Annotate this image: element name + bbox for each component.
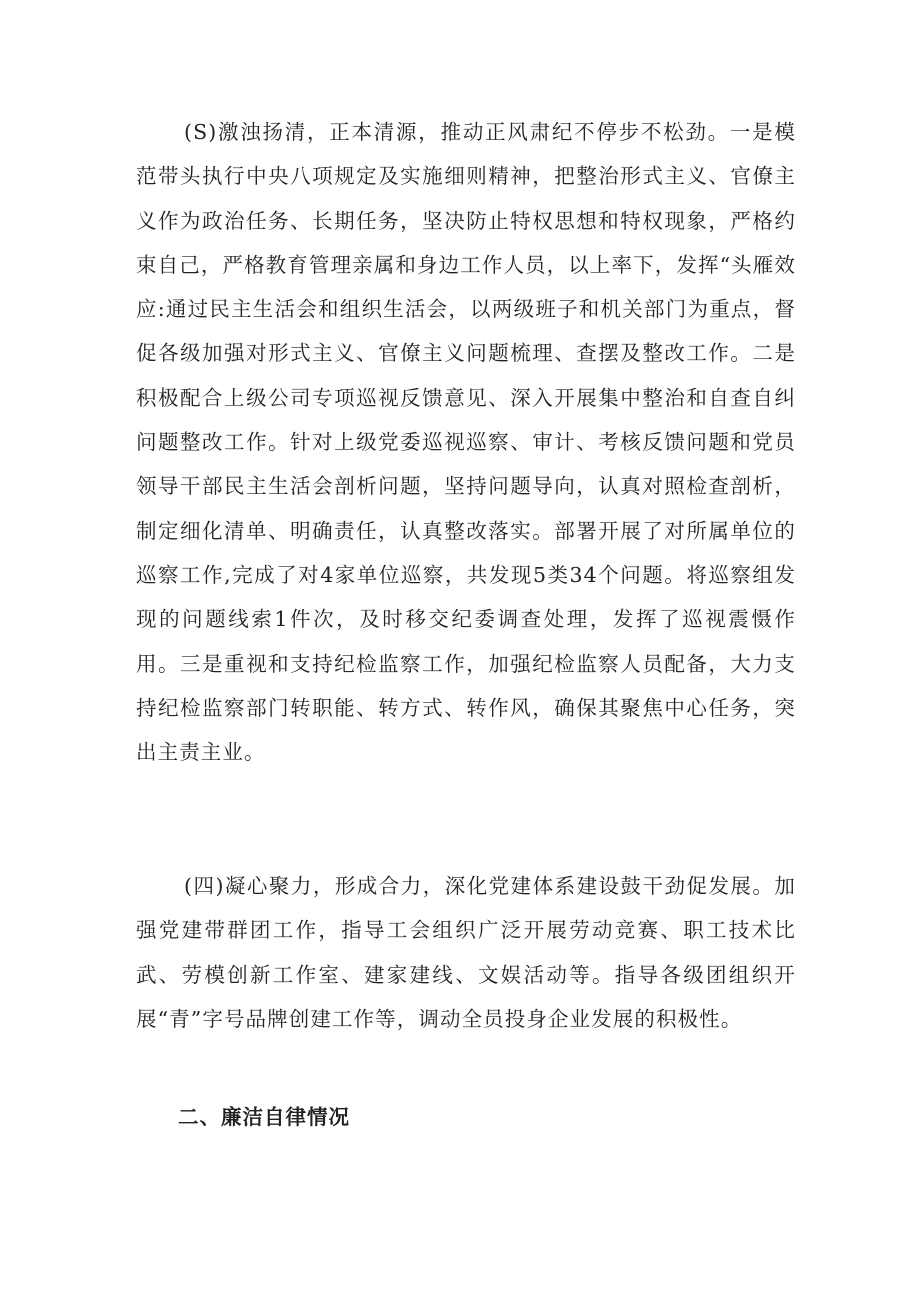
paragraph-party-building: (四)凝心聚力，形成合力，深化党建体系建设鼓干劲促发展。加强党建带群团工作，指导工会组织广泛开展劳动竞赛、职工技术比武、劳模创新工作室、建家建线、文娱活动等。指导各级团组织开展“青”字号品牌创建工作等，调动全员投身企业发展的积极性。 bbox=[136, 874, 796, 1031]
paragraph-party-discipline: (S)激浊扬清，正本清源，推动正风肃纪不停步不松劲。一是模范带头执行中央八项规定及实施细则精神，把整治形式主义、官僚主义作为政治任务、长期任务，坚决防止特权思想和特权现象，严格约束自己，严格教育管理亲属和身边工作人员，以上率下，发挥“头雁效应:通过民主生活会和组织生活会，以两级班子和机关部门为重点，督促各级加强对形式主义、官僚主义问题梳理、查摆及整改工作。二是积极配合上级公司专项巡视反馈意见、深入开展集中整治和自查自纠问题整改工作。针对上级党委巡视巡察、审计、考核反馈问题和党员领导干部民主生活会剖析问题，坚持问题导向，认真对照检查剖析，制定细化清单、明确责任，认真整改落实。部署开展了对所属单位的巡察工作,完成了对4家单位巡察，共发现5类34个问题。将巡察组发现的问题线索1件次，及时移交纪委调查处理，发挥了巡视震慑作用。三是重视和支持纪检监察工作，加强纪检监察人员配备，大力支持纪检监察部门转职能、转方式、转作风，确保其聚焦中心任务，突出主责主业。 bbox=[136, 120, 796, 765]
section-heading: 二、廉洁自律情况 bbox=[178, 1105, 350, 1129]
